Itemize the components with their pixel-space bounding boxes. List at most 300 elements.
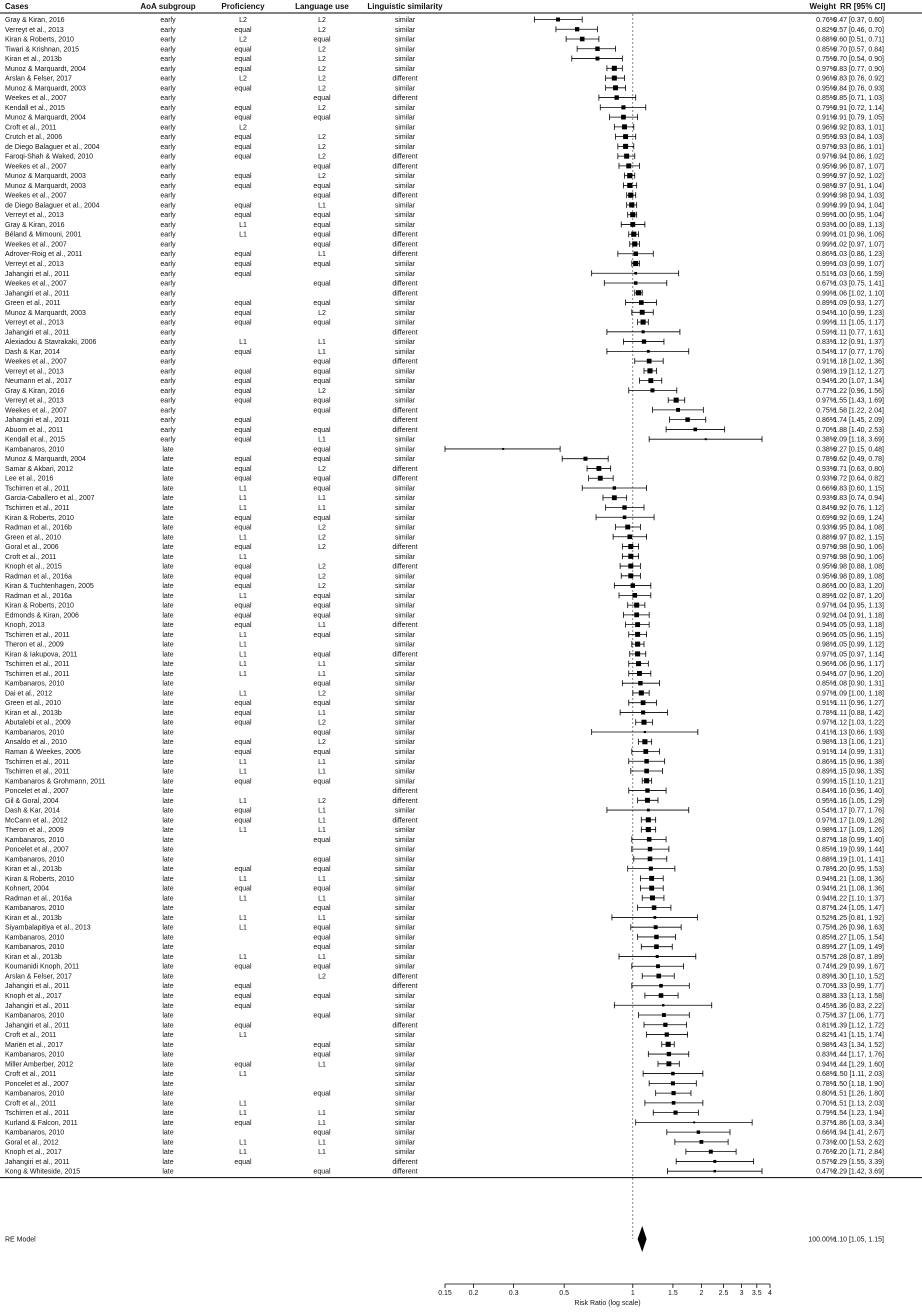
study-label: Dash & Kar, 2014 — [5, 348, 60, 356]
point-estimate — [637, 671, 642, 676]
similarity-value: different — [392, 983, 418, 991]
similarity-value: similar — [394, 26, 416, 34]
study-label: Munoz & Marquardt, 2003 — [5, 309, 86, 317]
study-label: Kurland & Falcon, 2011 — [5, 1119, 78, 1127]
proficiency-value: equal — [234, 348, 252, 356]
proficiency-value: equal — [234, 202, 252, 210]
similarity-value: similar — [394, 348, 416, 356]
point-estimate — [646, 827, 651, 832]
language-use-value: L1 — [318, 661, 326, 669]
weight-value: 0.94% — [816, 622, 836, 630]
aoa-value: late — [162, 895, 174, 903]
language-use-value: equal — [313, 836, 331, 844]
language-use-value: equal — [313, 885, 331, 893]
point-estimate — [596, 57, 600, 61]
study-label: Radman et al., 2016a — [5, 592, 72, 600]
proficiency-value: equal — [234, 309, 252, 317]
similarity-value: different — [392, 651, 418, 659]
point-estimate — [636, 661, 641, 666]
aoa-value: late — [162, 1022, 174, 1030]
weight-value: 0.82% — [816, 1032, 836, 1040]
aoa-value: early — [160, 153, 176, 161]
language-use-value: equal — [313, 407, 331, 415]
aoa-value: late — [162, 680, 174, 688]
similarity-value: similar — [394, 1090, 416, 1098]
aoa-value: early — [160, 202, 176, 210]
aoa-value: late — [162, 612, 174, 620]
aoa-value: late — [162, 856, 174, 864]
point-estimate — [625, 525, 630, 530]
proficiency-value: L1 — [239, 768, 247, 776]
point-estimate — [699, 1140, 703, 1144]
similarity-value: similar — [394, 1012, 416, 1020]
weight-value: 0.97% — [816, 651, 836, 659]
rr-ci-value: 1.00 [0.95, 1.04] — [833, 212, 884, 220]
rr-ci-value: 0.98 [0.90, 1.06] — [833, 553, 884, 561]
point-estimate — [629, 202, 634, 207]
weight-value: 0.76% — [816, 1149, 836, 1157]
rr-ci-value: 1.22 [0.96, 1.56] — [833, 387, 884, 395]
similarity-value: similar — [394, 573, 416, 581]
weight-value: 0.57% — [816, 953, 836, 961]
study-label: Ansaldo et al., 2010 — [5, 739, 67, 747]
rr-ci-value: 1.44 [1.29, 1.60] — [833, 1061, 884, 1069]
weight-value: 0.99% — [816, 778, 836, 786]
weight-value: 0.89% — [816, 944, 836, 952]
rr-ci-value: 1.30 [1.10, 1.52] — [833, 973, 884, 981]
language-use-value: L1 — [318, 670, 326, 678]
aoa-value: early — [160, 251, 176, 259]
study-label: Samar & Akbari, 2012 — [5, 465, 74, 473]
weight-value: 0.97% — [816, 553, 836, 561]
aoa-value: late — [162, 1110, 174, 1118]
rr-ci-value: 1.29 [0.99, 1.67] — [833, 963, 884, 971]
rr-ci-value: 1.51 [1.13, 2.03] — [833, 1100, 884, 1108]
study-label: Verreyt et al., 2013 — [5, 397, 64, 405]
study-label: Weekes et al., 2007 — [5, 95, 67, 103]
proficiency-value: equal — [234, 514, 252, 522]
proficiency-value: L1 — [239, 651, 247, 659]
rr-ci-value: 0.91 [0.72, 1.14] — [833, 104, 884, 112]
language-use-value: L2 — [318, 534, 326, 542]
weight-value: 0.98% — [816, 1041, 836, 1049]
aoa-value: early — [160, 329, 176, 337]
study-label: Weekes et al., 2007 — [5, 241, 67, 249]
weight-value: 0.94% — [816, 378, 836, 386]
proficiency-value: equal — [234, 544, 252, 552]
study-label: Miller Amberber, 2012 — [5, 1061, 74, 1069]
study-label: Verreyt et al., 2013 — [5, 368, 64, 376]
language-use-value: L2 — [318, 26, 326, 34]
proficiency-value: equal — [234, 475, 252, 483]
weight-value: 0.37% — [816, 1119, 836, 1127]
similarity-value: different — [392, 407, 418, 415]
point-estimate — [623, 515, 627, 519]
study-label: Munoz & Marquardt, 2004 — [5, 65, 86, 73]
study-label: Verreyt et al., 2013 — [5, 212, 64, 220]
study-label: Béland & Mimouni, 2001 — [5, 231, 82, 239]
similarity-value: different — [392, 241, 418, 249]
similarity-value: similar — [394, 446, 416, 454]
language-use-value: equal — [313, 231, 331, 239]
aoa-value: early — [160, 231, 176, 239]
x-tick-label: 2.5 — [718, 1290, 729, 1297]
similarity-value: different — [392, 788, 418, 796]
weight-value: 0.91% — [816, 749, 836, 756]
weight-value: 0.97% — [816, 397, 836, 405]
study-label: Kambanaros, 2010 — [5, 446, 65, 454]
aoa-value: late — [162, 963, 174, 971]
proficiency-value: equal — [234, 573, 252, 581]
weight-value: 0.38% — [816, 446, 836, 454]
point-estimate — [635, 632, 640, 637]
study-label: Kambanaros, 2010 — [5, 836, 65, 844]
study-label: Kiran et al., 2013b — [5, 914, 62, 922]
similarity-value: similar — [394, 114, 416, 122]
proficiency-value: equal — [234, 885, 252, 893]
language-use-value: equal — [313, 95, 331, 103]
aoa-value: early — [160, 426, 176, 434]
rr-ci-value: 0.93 [0.84, 1.03] — [833, 134, 884, 142]
rr-ci-value: 1.11 [0.96, 1.27] — [833, 700, 884, 708]
weight-value: 0.94% — [816, 309, 836, 317]
header-language-use: Language use — [295, 2, 349, 11]
aoa-value: late — [162, 446, 174, 454]
proficiency-value: equal — [234, 261, 252, 268]
point-estimate — [667, 1052, 671, 1056]
rr-ci-value: 0.92 [0.76, 1.12] — [833, 505, 884, 512]
x-tick-label: 0.2 — [468, 1290, 479, 1297]
proficiency-value: equal — [234, 622, 252, 630]
similarity-value: different — [392, 817, 418, 825]
language-use-value: L1 — [318, 1110, 326, 1118]
point-estimate — [634, 281, 637, 284]
language-use-value: L2 — [318, 583, 326, 591]
study-label: Tschirren et al., 2011 — [5, 631, 70, 639]
similarity-value: different — [392, 465, 418, 473]
rr-ci-value: 1.22 [1.10, 1.37] — [833, 895, 884, 903]
weight-value: 0.97% — [816, 719, 836, 727]
weight-value: 0.96% — [816, 124, 836, 132]
similarity-value: similar — [394, 670, 416, 678]
study-label: Munoz & Marquardt, 2003 — [5, 85, 86, 93]
header-aoa-subgroup: AoA subgroup — [140, 2, 196, 11]
language-use-value: equal — [313, 631, 331, 639]
similarity-value: different — [392, 1022, 418, 1030]
weight-value: 0.95% — [816, 85, 836, 93]
proficiency-value: L1 — [239, 505, 247, 512]
study-label: Croft et al., 2011 — [5, 124, 57, 132]
aoa-value: late — [162, 1032, 174, 1040]
proficiency-value: equal — [234, 436, 252, 444]
weight-value: 0.99% — [816, 202, 836, 210]
weight-value: 0.98% — [816, 368, 836, 376]
study-label: Munoz & Marquardt, 2004 — [5, 114, 86, 122]
rr-ci-value: 1.94 [1.41, 2.67] — [833, 1129, 884, 1137]
similarity-value: similar — [394, 495, 416, 503]
study-label: Munoz & Marquardt, 2003 — [5, 173, 86, 181]
point-estimate — [654, 925, 658, 929]
rr-ci-value: 1.17 [1.09, 1.26] — [833, 817, 884, 825]
study-label: Green et al., 2010 — [5, 534, 62, 542]
language-use-value: L2 — [318, 56, 326, 64]
point-estimate — [647, 809, 650, 812]
point-estimate — [623, 134, 628, 139]
similarity-value: different — [392, 251, 418, 259]
rr-ci-value: 1.03 [0.99, 1.07] — [833, 261, 884, 268]
weight-value: 0.95% — [816, 573, 836, 581]
similarity-value: similar — [394, 807, 416, 815]
study-label: Neumann et al., 2017 — [5, 378, 72, 386]
rr-ci-value: 1.00 [0.89, 1.13] — [833, 221, 884, 229]
weight-value: 0.91% — [816, 700, 836, 708]
weight-value: 0.75% — [816, 56, 836, 64]
study-label: Croft et al., 2011 — [5, 1032, 57, 1040]
point-estimate — [628, 573, 633, 578]
study-label: Tschirren et al., 2011 — [5, 661, 70, 669]
weight-value: 0.70% — [816, 983, 836, 991]
proficiency-value: L1 — [239, 690, 247, 698]
language-use-value: L1 — [318, 768, 326, 776]
proficiency-value: L1 — [239, 670, 247, 678]
weight-value: 0.77% — [816, 387, 836, 395]
rr-ci-value: 1.12 [0.91, 1.37] — [833, 339, 884, 347]
weight-value: 0.89% — [816, 300, 836, 308]
language-use-value: L1 — [318, 875, 326, 883]
point-estimate — [632, 241, 637, 246]
similarity-value: similar — [394, 143, 416, 151]
similarity-value: different — [392, 1168, 418, 1176]
similarity-value: similar — [394, 749, 416, 756]
language-use-value: equal — [313, 934, 331, 942]
aoa-value: late — [162, 924, 174, 932]
study-label: Kambanaros, 2010 — [5, 944, 65, 952]
aoa-value: late — [162, 534, 174, 542]
study-label: Alexiadou & Stavrakaki, 2006 — [5, 339, 97, 347]
aoa-value: late — [162, 934, 174, 942]
weight-value: 0.85% — [816, 46, 836, 54]
point-estimate — [665, 1032, 669, 1036]
similarity-value: similar — [394, 592, 416, 600]
point-estimate — [648, 847, 652, 851]
point-estimate — [628, 554, 633, 559]
point-estimate — [697, 1130, 700, 1133]
study-label: Tschirren et al., 2011 — [5, 758, 70, 766]
proficiency-value: equal — [234, 143, 252, 151]
point-estimate — [647, 368, 652, 373]
aoa-value: early — [160, 387, 176, 395]
rr-ci-value: 0.96 [0.87, 1.07] — [833, 163, 884, 171]
aoa-value: late — [162, 768, 174, 776]
proficiency-value: equal — [234, 700, 252, 708]
aoa-value: late — [162, 983, 174, 991]
aoa-value: early — [160, 36, 176, 44]
similarity-value: similar — [394, 866, 416, 874]
aoa-value: late — [162, 836, 174, 844]
aoa-value: late — [162, 583, 174, 591]
similarity-value: different — [392, 475, 418, 483]
proficiency-value: L1 — [239, 797, 247, 805]
aoa-value: early — [160, 368, 176, 376]
rr-ci-value: 1.27 [1.09, 1.49] — [833, 944, 884, 952]
language-use-value: L2 — [318, 65, 326, 73]
point-estimate — [656, 955, 659, 958]
proficiency-value: L2 — [239, 124, 247, 132]
aoa-value: early — [160, 319, 176, 327]
proficiency-value: equal — [234, 1158, 252, 1166]
point-estimate — [644, 769, 649, 774]
aoa-value: late — [162, 827, 174, 835]
point-estimate — [709, 1150, 713, 1154]
similarity-value: similar — [394, 993, 416, 1000]
point-estimate — [644, 778, 649, 783]
similarity-value: similar — [394, 719, 416, 727]
weight-value: 0.78% — [816, 1080, 836, 1088]
weight-value: 0.78% — [816, 866, 836, 874]
study-label: Jahangiri et al., 2011 — [5, 1022, 70, 1030]
similarity-value: similar — [394, 739, 416, 747]
weight-value: 0.96% — [816, 661, 836, 669]
language-use-value: equal — [313, 680, 331, 688]
study-label: Tschirren et al., 2011 — [5, 768, 70, 776]
language-use-value: equal — [313, 397, 331, 405]
study-label: Knoph et al., 2015 — [5, 563, 62, 571]
language-use-value: equal — [313, 856, 331, 864]
weight-value: 0.54% — [816, 807, 836, 815]
similarity-value: similar — [394, 261, 416, 268]
weight-value: 0.99% — [816, 261, 836, 268]
aoa-value: late — [162, 690, 174, 698]
similarity-value: different — [392, 563, 418, 571]
similarity-value: similar — [394, 944, 416, 952]
study-label: Kiran & Roberts, 2010 — [5, 602, 74, 610]
language-use-value: L2 — [318, 134, 326, 142]
weight-value: 0.45% — [816, 1002, 836, 1010]
rr-ci-value: 1.28 [0.87, 1.89] — [833, 953, 884, 961]
aoa-value: late — [162, 788, 174, 796]
study-label: Faroqi-Shah & Waked, 2010 — [5, 153, 94, 161]
similarity-value: similar — [394, 1080, 416, 1088]
proficiency-value: L1 — [239, 231, 247, 239]
study-label: Jahangiri et al., 2011 — [5, 1158, 70, 1166]
similarity-value: similar — [394, 368, 416, 376]
study-label: Dai et al., 2012 — [5, 690, 53, 698]
aoa-value: late — [162, 475, 174, 483]
weight-value: 0.93% — [816, 475, 836, 483]
aoa-value: early — [160, 65, 176, 73]
aoa-value: late — [162, 1061, 174, 1069]
rr-ci-value: 1.12 [1.03, 1.22] — [833, 719, 884, 727]
proficiency-value: equal — [234, 56, 252, 64]
rr-ci-value: 0.62 [0.49, 0.78] — [833, 456, 884, 464]
language-use-value: equal — [313, 221, 331, 229]
aoa-value: late — [162, 709, 174, 717]
language-use-value: equal — [313, 612, 331, 620]
rr-ci-value: 0.70 [0.54, 0.90] — [833, 56, 884, 64]
rr-ci-value: 1.09 [1.00, 1.18] — [833, 690, 884, 698]
similarity-value: similar — [394, 846, 416, 854]
rr-ci-value: 1.50 [1.11, 2.03] — [833, 1071, 884, 1079]
point-estimate — [635, 622, 640, 627]
proficiency-value: L1 — [239, 339, 247, 347]
header-proficiency: Proficiency — [221, 2, 265, 11]
proficiency-value: equal — [234, 368, 252, 376]
aoa-value: early — [160, 280, 176, 288]
point-estimate — [575, 27, 579, 31]
study-label: Jahangiri et al., 2011 — [5, 1002, 70, 1010]
rr-ci-value: 1.15 [0.98, 1.35] — [833, 768, 884, 776]
x-tick-label: 1.5 — [668, 1290, 678, 1297]
proficiency-value: L1 — [239, 1110, 247, 1118]
language-use-value: L2 — [318, 563, 326, 571]
aoa-value: late — [162, 1100, 174, 1108]
weight-value: 0.88% — [816, 534, 836, 542]
aoa-value: early — [160, 192, 176, 200]
study-label: Kiran et al., 2013b — [5, 953, 62, 961]
point-estimate — [656, 974, 661, 979]
similarity-value: similar — [394, 729, 416, 737]
rr-ci-value: 1.13 [0.66, 1.93] — [833, 729, 884, 737]
language-use-value: L1 — [318, 251, 326, 259]
rr-ci-value: 1.21 [1.08, 1.36] — [833, 875, 884, 883]
rr-ci-value: 1.33 [0.99, 1.77] — [833, 983, 884, 991]
similarity-value: similar — [394, 212, 416, 220]
similarity-value: different — [392, 231, 418, 239]
weight-value: 0.75% — [816, 1012, 836, 1020]
aoa-value: late — [162, 1051, 174, 1059]
rr-ci-value: 1.27 [1.05, 1.54] — [833, 934, 884, 942]
weight-value: 0.69% — [816, 514, 836, 522]
aoa-value: late — [162, 749, 174, 756]
aoa-value: early — [160, 75, 176, 83]
point-estimate — [632, 593, 637, 598]
similarity-value: similar — [394, 895, 416, 903]
proficiency-value: equal — [234, 251, 252, 259]
study-label: Kambanaros, 2010 — [5, 1051, 65, 1059]
aoa-value: late — [162, 661, 174, 669]
similarity-value: similar — [394, 583, 416, 591]
rr-ci-value: 1.16 [0.96, 1.40] — [833, 788, 884, 796]
language-use-value: equal — [313, 368, 331, 376]
point-estimate — [612, 495, 617, 500]
weight-value: 0.38% — [816, 436, 836, 444]
aoa-value: late — [162, 914, 174, 922]
language-use-value: equal — [313, 446, 331, 454]
study-label: Kiran et al., 2013b — [5, 56, 62, 64]
rr-ci-value: 1.05 [0.97, 1.14] — [833, 651, 884, 659]
rr-ci-value: 1.18 [0.99, 1.40] — [833, 836, 884, 844]
aoa-value: late — [162, 641, 174, 649]
study-label: Goral et al., 2012 — [5, 1139, 59, 1147]
weight-value: 0.94% — [816, 885, 836, 893]
study-label: Kiran et al., 2013b — [5, 709, 62, 717]
similarity-value: similar — [394, 65, 416, 73]
proficiency-value: equal — [234, 387, 252, 395]
aoa-value: late — [162, 885, 174, 893]
aoa-value: late — [162, 719, 174, 727]
proficiency-value: L1 — [239, 495, 247, 503]
point-estimate — [659, 984, 663, 988]
rr-ci-value: 1.06 [1.02, 1.10] — [833, 290, 884, 298]
language-use-value: L1 — [318, 827, 326, 835]
similarity-value: different — [392, 192, 418, 200]
study-label: Tschirren et al., 2011 — [5, 1110, 70, 1118]
aoa-value: early — [160, 339, 176, 347]
proficiency-value: L1 — [239, 641, 247, 649]
similarity-value: different — [392, 329, 418, 337]
aoa-value: late — [162, 817, 174, 825]
rr-ci-value: 0.98 [0.89, 1.08] — [833, 573, 884, 581]
